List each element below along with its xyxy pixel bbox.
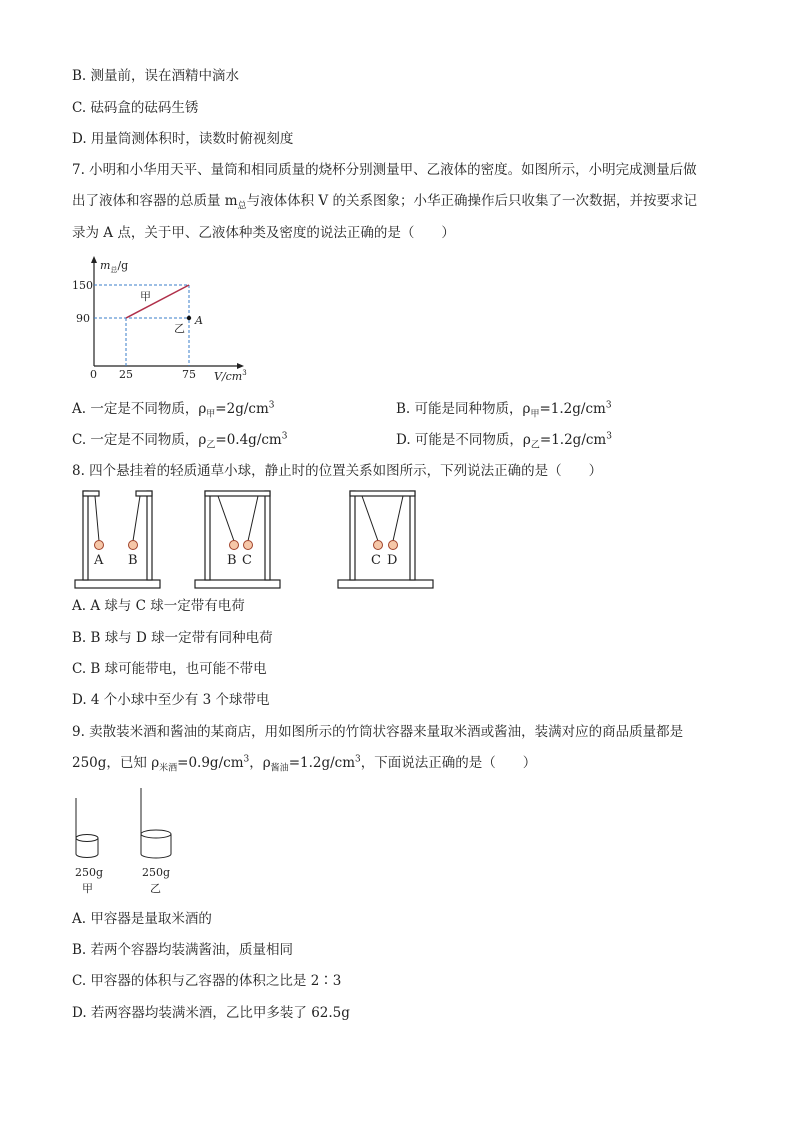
point-a	[187, 316, 191, 320]
x-tick-25: 25	[119, 368, 133, 381]
q9-stem-line2: 250g，已知 $\rho_{米酒}=0.9g/cm^3$，$\rho_{酱油}=1.2g/cm^3$，下面说法正确的是（ ）	[72, 754, 537, 774]
q7-mass-volume-graph	[70, 254, 260, 386]
q7-option-d: D. 可能是不同物质，$\rho_乙=1.2g/cm^3$	[396, 431, 612, 451]
line-label-jia: 甲	[140, 290, 151, 303]
y-axis-label: $m_总/g$	[100, 259, 129, 274]
ball-a	[95, 541, 104, 550]
q7-stem-line2: 出了液体和容器的总质量 $m_总$与液体体积 V 的关系图象；小华正确操作后只收集了一次数据，并按要求记	[72, 193, 697, 212]
point-label-yi: 乙	[174, 322, 185, 335]
container-jia-mass: 250g	[75, 866, 104, 879]
q7-stem-line1: 7. 小明和小华用天平、量筒和相同质量的烧杯分别测量甲、乙液体的密度。如图所示，小明完成测量后做	[72, 162, 697, 178]
x-tick-75: 75	[182, 368, 196, 381]
x-axis-label: $V/cm^3$	[214, 369, 247, 383]
label-a: A	[94, 553, 104, 568]
q8-option-a: A. A 球与 C 球一定带有电荷	[72, 598, 245, 614]
y-axis-arrow	[91, 256, 97, 263]
stand-bc	[195, 491, 280, 588]
label-c: C	[242, 553, 252, 568]
q8-option-c: C. B 球可能带电，也可能不带电	[72, 661, 267, 677]
q9-option-c: C. 甲容器的体积与乙容器的体积之比是 2∶3	[72, 973, 342, 989]
q7-option-b: B. 可能是同种物质，$\rho_甲=1.2g/cm^3$	[396, 400, 612, 420]
q9-containers-figure	[70, 786, 190, 896]
q9-stem-line1: 9. 卖散装米酒和酱油的某商店，用如图所示的竹筒状容器来量取米酒或酱油，装满对应的商品质量都是	[72, 724, 684, 740]
q6-option-b: B. 测量前，误在酒精中滴水	[72, 68, 240, 84]
q9-option-a: A. 甲容器是量取米酒的	[72, 911, 212, 927]
q9-option-d: D. 若两容器均装满米酒，乙比甲多装了 62.5g	[72, 1005, 350, 1021]
point-label-a: A	[195, 314, 203, 327]
ball-d	[389, 541, 398, 550]
label-b: B	[128, 553, 138, 568]
container-yi-mass: 250g	[142, 866, 171, 879]
q7-stem-line3: 录为 A 点，关于甲、乙液体种类及密度的说法正确的是（ ）	[72, 225, 455, 241]
stand-cd	[338, 491, 433, 588]
label-b2: B	[227, 553, 237, 568]
q6-option-d: D. 用量筒测体积时，读数时俯视刻度	[72, 131, 294, 147]
label-c2: C	[371, 553, 381, 568]
line-jia	[126, 285, 189, 318]
ball-c2	[374, 541, 383, 550]
ball-c	[244, 541, 253, 550]
container-jia-name: 甲	[82, 882, 93, 895]
x-tick-0: 0	[90, 368, 97, 381]
label-d: D	[387, 553, 398, 568]
q7-option-c: C. 一定是不同物质，$\rho_乙=0.4g/cm^3$	[72, 431, 288, 451]
ball-b	[129, 541, 138, 550]
q7-option-a: A. 一定是不同物质，$\rho_甲=2g/cm^3$	[72, 400, 275, 420]
ball-b2	[230, 541, 239, 550]
q8-stem: 8. 四个悬挂着的轻质通草小球，静止时的位置关系如图所示，下列说法正确的是（ ）	[72, 463, 603, 479]
q8-option-d: D. 4 个小球中至少有 3 个球带电	[72, 692, 270, 708]
stand-ab	[75, 491, 160, 588]
y-tick-90: 90	[76, 312, 90, 325]
q6-option-c: C. 砝码盒的砝码生锈	[72, 100, 199, 116]
q9-option-b: B. 若两个容器均装满酱油，质量相同	[72, 942, 294, 958]
container-yi-name: 乙	[150, 882, 161, 895]
y-tick-150: 150	[72, 279, 93, 292]
container-yi	[141, 788, 171, 895]
container-jia	[75, 798, 103, 895]
q8-hanging-balls-figure	[70, 486, 440, 592]
q8-option-b: B. B 球与 D 球一定带有同种电荷	[72, 630, 273, 646]
